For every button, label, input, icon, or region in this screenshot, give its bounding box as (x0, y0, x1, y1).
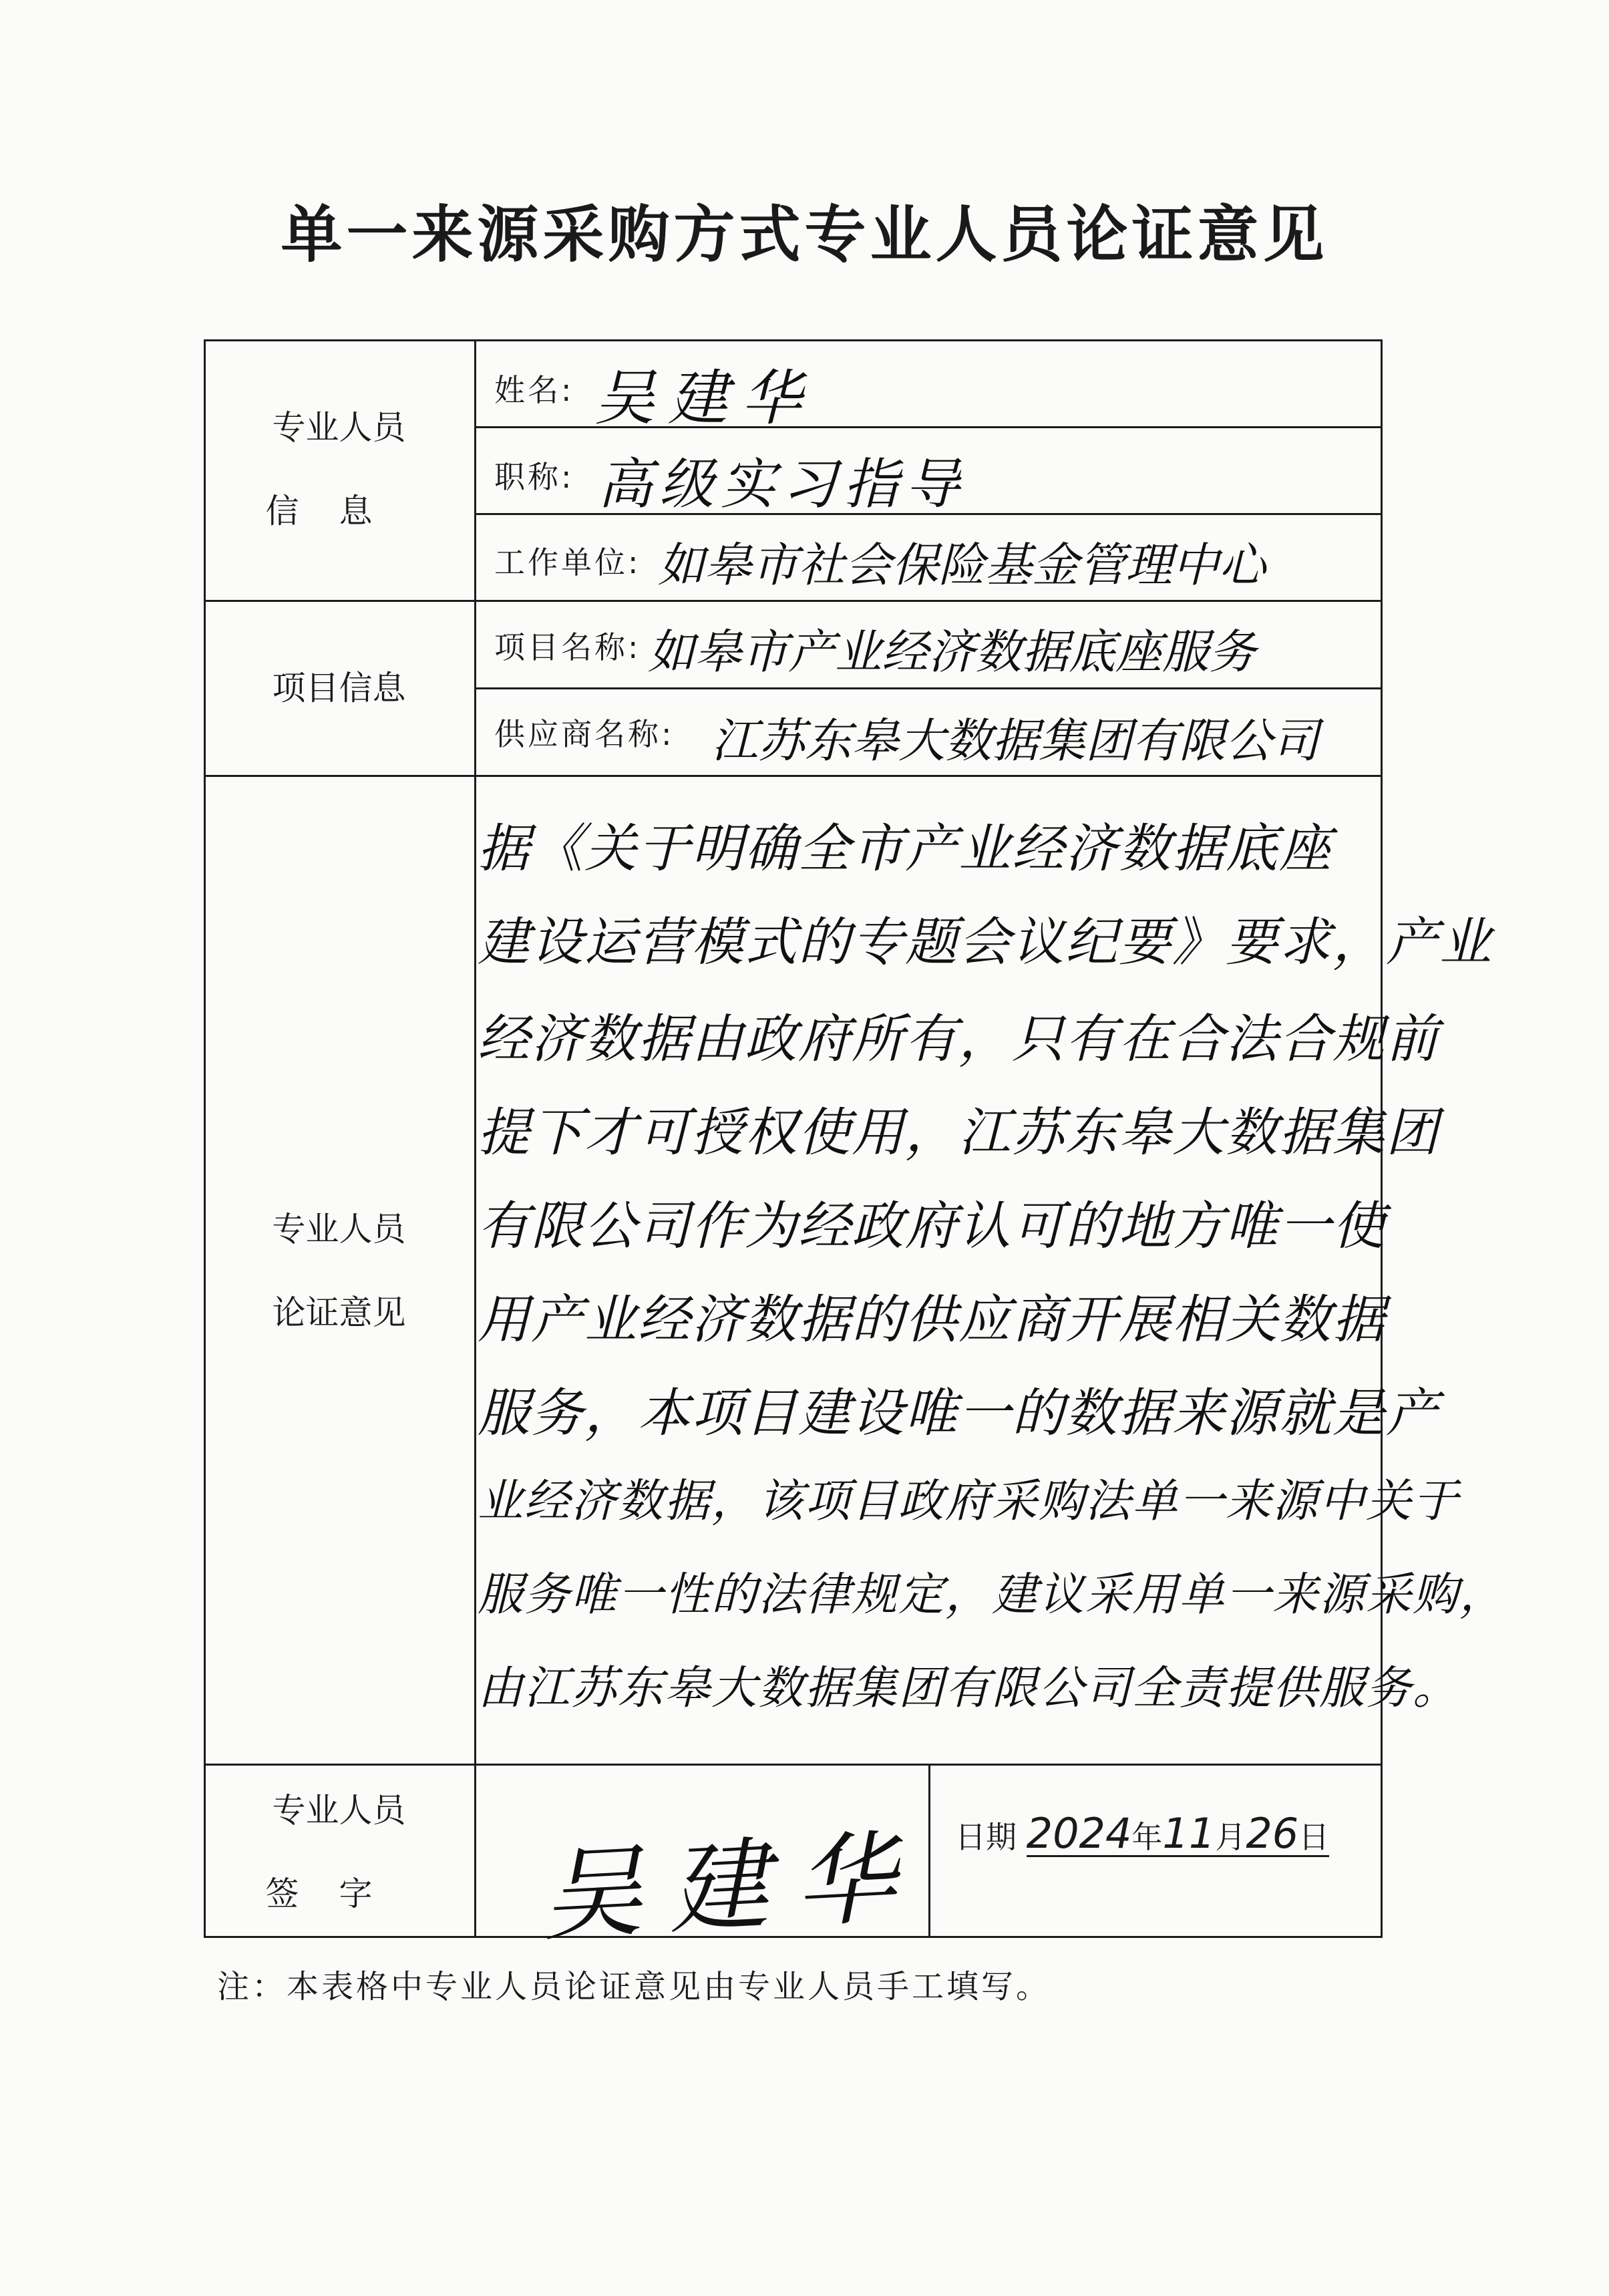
opinion-line: 服务，本项目建设唯一的数据来源就是产 (478, 1383, 1440, 1444)
signature-label-2: 签字 (265, 1874, 413, 1913)
date-label: 日期 (955, 1819, 1017, 1855)
opinion-line: 据《关于明确全市产业经济数据底座 (478, 819, 1333, 879)
section-signature (204, 1769, 474, 1936)
divider-projectname-supplier (474, 687, 1383, 689)
opinion-line: 有限公司作为经政府认可的地方唯一使 (478, 1196, 1387, 1257)
section-opinion (204, 1188, 474, 1355)
title-value: 高级实习指导 (598, 453, 966, 516)
date-field (955, 1809, 1329, 1858)
date-month-unit: 月 (1215, 1819, 1246, 1855)
title-label: 职称: (494, 459, 574, 495)
opinion-line: 提下才可授权使用，江苏东皋大数据集团 (478, 1103, 1440, 1163)
opinion-line: 经济数据由政府所有，只有在合法合规前 (478, 1009, 1440, 1070)
personnel-info-label-2: 信息 (265, 492, 413, 530)
opinion-line: 由江苏东皋大数据集团有限公司全责提供服务。 (478, 1662, 1460, 1715)
page-title: 单一来源采购方式专业人员论证意见 (281, 199, 1328, 271)
project-name-value: 如皋市产业经济数据底座服务 (648, 625, 1256, 679)
name-value: 吴建华 (594, 363, 815, 434)
date-year: 2024 (1026, 1809, 1132, 1858)
date-value-underline (1026, 1809, 1330, 1858)
date-day: 26 (1246, 1809, 1299, 1858)
opinion-line: 服务唯一性的法律规定，建议采用单一来源采购， (478, 1569, 1507, 1621)
table-border-left (204, 339, 206, 1938)
date-day-unit: 日 (1298, 1819, 1330, 1855)
handwritten-signature: 吴建华 (538, 1819, 925, 1955)
opinion-line: 用产业经济数据的供应商开展相关数据 (478, 1290, 1387, 1350)
supplier-name-label: 供应商名称: (494, 716, 675, 752)
label-column-divider (474, 339, 476, 1938)
section-project-info: 项目信息 (272, 669, 406, 707)
opinion-line: 建设运营模式的专题会议纪要》要求，产业 (478, 913, 1493, 973)
workplace-value: 如皋市社会保险基金管理中心 (658, 538, 1266, 593)
supplier-name-value: 江苏东皋大数据集团有限公司 (711, 713, 1319, 768)
section-personnel-info (204, 386, 474, 553)
footnote: 注：本表格中专业人员论证意见由专业人员手工填写。 (217, 1968, 1051, 2005)
divider-opinion-signature (204, 1764, 1383, 1766)
signature-label-1: 专业人员 (272, 1791, 406, 1830)
name-label: 姓名: (494, 372, 574, 408)
personnel-info-label-1: 专业人员 (272, 408, 406, 447)
project-name-label: 项目名称: (494, 629, 641, 665)
divider-project-opinion (204, 775, 1383, 777)
date-month: 11 (1162, 1809, 1216, 1858)
form-table (204, 339, 1507, 1955)
table-border-top (204, 339, 1383, 341)
divider-personnel-project (204, 600, 1383, 602)
divider-signature-date (928, 1764, 930, 1938)
opinion-label-2: 论证意见 (272, 1293, 406, 1332)
workplace-label: 工作单位: (494, 544, 641, 581)
opinion-line: 业经济数据，该项目政府采购法单一来源中关于 (478, 1475, 1460, 1528)
date-year-unit: 年 (1131, 1819, 1163, 1855)
opinion-label-1: 专业人员 (272, 1210, 406, 1249)
